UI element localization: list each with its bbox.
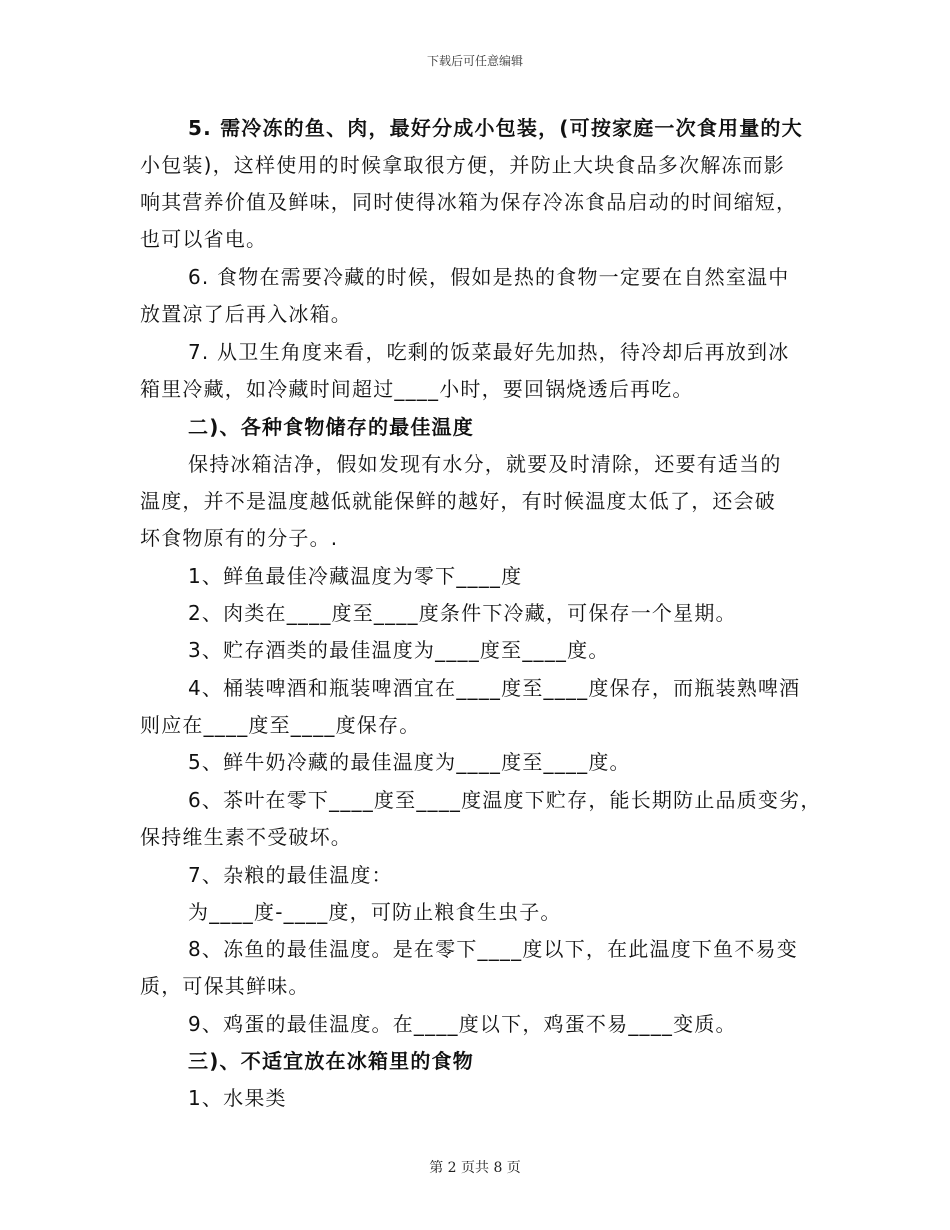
paragraph-line: 也可以省电。	[140, 227, 268, 251]
paragraph-line: 坏食物原有的分子。.	[140, 526, 339, 550]
list-item: 8、冻鱼的最佳温度。是在零下____度以下，在此温度下鱼不易变	[188, 937, 798, 961]
list-item-continued: 质，可保其鲜味。	[140, 974, 310, 998]
list-item: 2、肉类在____度至____度条件下冷藏，可保存一个星期。	[188, 601, 737, 625]
page-footer: 第 2 页共 8 页	[429, 1160, 521, 1176]
paragraph-line: 6. 食物在需要冷藏的时候，假如是热的食物一定要在自然室温中	[188, 265, 790, 289]
list-item: 1、鲜鱼最佳冷藏温度为零下____度	[188, 564, 523, 588]
paragraph-line: 箱里冷藏，如冷藏时间超过____小时，要回锅烧透后再吃。	[140, 377, 694, 401]
list-item: 7、杂粮的最佳温度：	[188, 863, 393, 887]
section-heading: 三)、不适宜放在冰箱里的食物	[188, 1049, 474, 1073]
paragraph-line: 小包装)，这样使用的时候拿取很方便，并防止大块食品多次解冻而影	[140, 153, 786, 177]
page-header: 下载后可任意编辑	[426, 54, 523, 68]
paragraph-line: 7. 从卫生角度来看，吃剩的饭菜最好先加热，待冷却后再放到冰	[188, 340, 790, 364]
section-heading: 二)、各种食物储存的最佳温度	[188, 415, 474, 439]
paragraph-line: 放置凉了后再入冰箱。	[140, 302, 352, 326]
list-item: 1、水果类	[188, 1086, 287, 1110]
list-item: 4、桶装啤酒和瓶装啤酒宜在____度至____度保存，而瓶装熟啤酒	[188, 676, 801, 700]
list-item: 5、鲜牛奶冷藏的最佳温度为____度至____度。	[188, 750, 631, 774]
paragraph-line: 保持冰箱洁净，假如发现有水分，就要及时清除，还要有适当的	[188, 452, 782, 476]
list-item: 3、贮存酒类的最佳温度为____度至____度。	[188, 638, 610, 662]
list-item: 9、鸡蛋的最佳温度。在____度以下，鸡蛋不易____变质。	[188, 1012, 737, 1036]
paragraph-line: 响其营养价值及鲜味，同时使得冰箱为保存冷冻食品启动的时间缩短，	[140, 190, 798, 214]
paragraph-line: 温度，并不是温度越低就能保鲜的越好，有时候温度太低了，还会破	[140, 489, 776, 513]
list-item-continued: 保持维生素不受破坏。	[140, 825, 352, 849]
list-item: 6、茶叶在零下____度至____度温度下贮存，能长期防止品质变劣，	[188, 788, 822, 812]
paragraph-line: 5. 需冷冻的鱼、肉，最好分成小包装，(可按家庭一次食用量的大	[188, 116, 803, 140]
list-item-continued: 则应在____度至____度保存。	[140, 713, 421, 737]
list-item-continued: 为____度-____度，可防止粮食生虫子。	[188, 900, 562, 924]
